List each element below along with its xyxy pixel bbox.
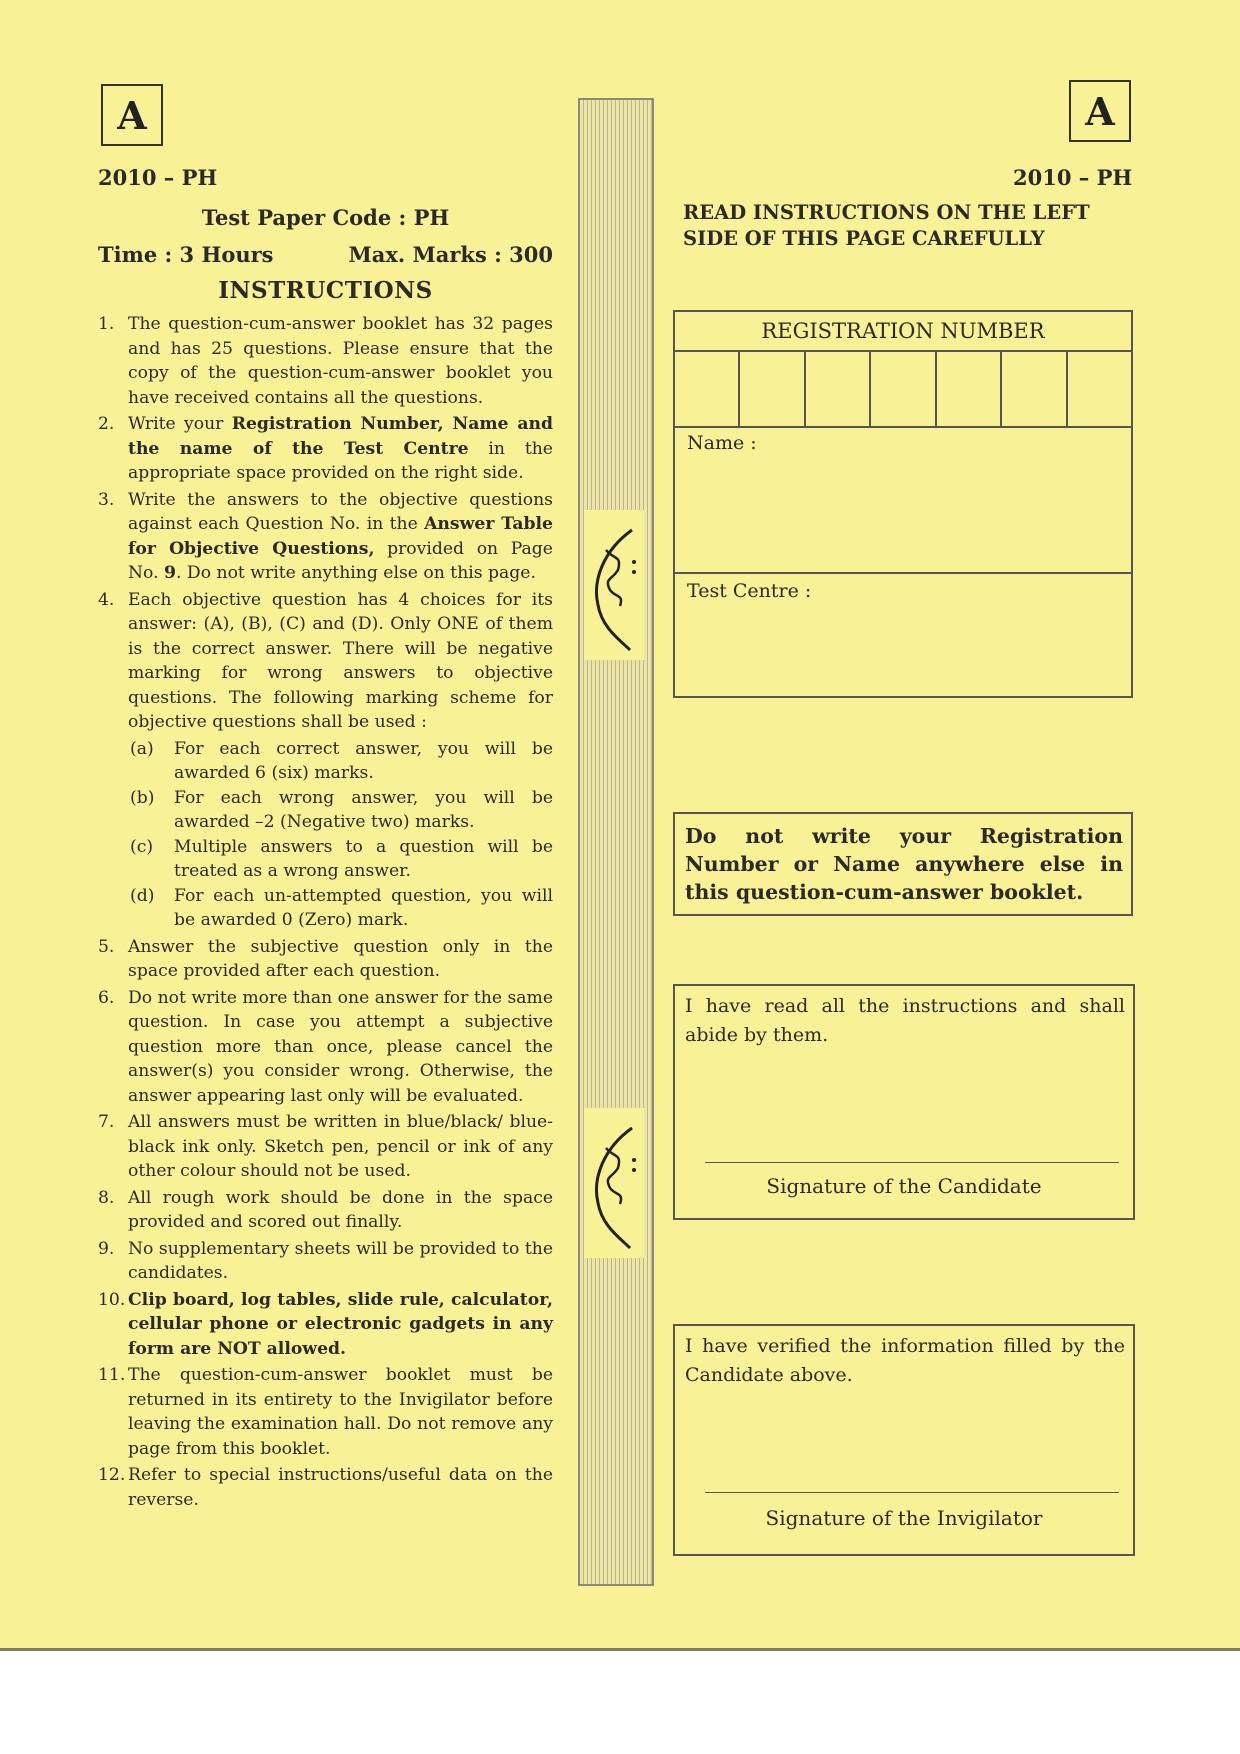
name-field[interactable] bbox=[675, 428, 1131, 574]
registration-box bbox=[673, 310, 1133, 698]
instruction-item bbox=[98, 588, 553, 933]
booklet-letter-left: A bbox=[101, 84, 163, 146]
instruction-item bbox=[98, 1110, 553, 1184]
registration-digit-cell[interactable] bbox=[1002, 352, 1067, 426]
instruction-item bbox=[98, 1237, 553, 1286]
registration-title: REGISTRATION NUMBER bbox=[675, 312, 1131, 352]
instruction-text: Write your bbox=[128, 414, 232, 434]
marking-scheme-item bbox=[128, 884, 553, 933]
registration-digit-cell[interactable] bbox=[806, 352, 871, 426]
sub-item-text: Multiple answers to a question will be treated as a wrong answer. bbox=[174, 836, 553, 881]
instruction-number: 9. bbox=[98, 1238, 115, 1259]
invigilator-signature-line[interactable] bbox=[705, 1492, 1119, 1493]
instruction-item bbox=[98, 1463, 553, 1512]
max-marks: Max. Marks : 300 bbox=[348, 242, 553, 267]
initials-mark-upper bbox=[584, 510, 644, 660]
booklet-letter-right: A bbox=[1069, 80, 1131, 142]
instruction-text: All rough work should be done in the space provided and scored out finally. bbox=[128, 1187, 553, 1232]
instruction-text: . Do not write anything else on this page. bbox=[175, 563, 536, 583]
instruction-emphasis: Clip board, log tables, slide rule, calculator, cellular phone or electronic gadgets in any form are NOT allowed. bbox=[128, 1289, 553, 1359]
invigilator-signature-label: Signature of the Invigilator bbox=[765, 1506, 1043, 1530]
instruction-number: 12. bbox=[98, 1465, 126, 1485]
time-allowed: Time : 3 Hours bbox=[98, 242, 274, 267]
instruction-item bbox=[98, 935, 553, 984]
time-marks-row bbox=[98, 242, 553, 267]
instruction-text: Refer to special instructions/useful data on the reverse. bbox=[128, 1465, 553, 1510]
sub-item-label: (b) bbox=[130, 787, 155, 808]
instruction-number: 11. bbox=[98, 1365, 126, 1385]
instructions-title: INSTRUCTIONS bbox=[218, 277, 433, 304]
instruction-text: in the appropriate space provided on the right side. bbox=[128, 438, 553, 483]
candidate-declaration-box bbox=[673, 984, 1135, 1220]
test-centre-field[interactable] bbox=[675, 574, 1131, 608]
binding-strip bbox=[578, 98, 654, 1586]
instruction-emphasis: Answer Table for Objective Questions, bbox=[128, 514, 553, 559]
instruction-number: 10. bbox=[98, 1289, 126, 1310]
instruction-item bbox=[98, 488, 553, 586]
registration-digit-cell[interactable] bbox=[675, 352, 740, 426]
test-centre-label: Test Centre : bbox=[687, 580, 812, 602]
page-bottom-edge bbox=[0, 1648, 1240, 1651]
candidate-signature-line[interactable] bbox=[705, 1162, 1119, 1163]
registration-number-cells bbox=[675, 352, 1131, 428]
warning-box: Do not write your Registration Number or Name anywhere else in this question-cum-answer booklet. bbox=[673, 812, 1133, 916]
sub-item-text: For each un-attempted question, you will be awarded 0 (Zero) mark. bbox=[174, 885, 553, 930]
instruction-number: 5. bbox=[98, 936, 115, 957]
marking-scheme-list bbox=[128, 737, 553, 933]
instruction-number: 7. bbox=[98, 1112, 115, 1132]
invigilator-declaration-text: I have verified the information filled by the Candidate above. bbox=[685, 1335, 1125, 1386]
registration-digit-cell[interactable] bbox=[740, 352, 805, 426]
instruction-number: 3. bbox=[98, 489, 115, 510]
name-label: Name : bbox=[687, 432, 757, 454]
instruction-text: The question-cum-answer booklet has 32 pages and has 25 questions. Please ensure that the copy of the question-cum-answer booklet you have received contains all the questions. bbox=[128, 314, 553, 408]
instruction-text: Write the answers to the objective questions against each Question No. in the bbox=[128, 489, 553, 534]
instructions-column bbox=[98, 200, 553, 1514]
instruction-number: 4. bbox=[98, 589, 115, 610]
instruction-emphasis: Registration Number, Name and the name of the Test Centre bbox=[128, 414, 553, 459]
instruction-number: 1. bbox=[98, 314, 115, 334]
marking-scheme-item bbox=[128, 835, 553, 884]
sub-item-text: For each correct answer, you will be awarded 6 (six) marks. bbox=[174, 738, 553, 783]
instruction-text: Each objective question has 4 choices for its answer: (A), (B), (C) and (D). Only ONE of them is the correct answer. There will be negative marking for wrong answers to objective questions. The following marking scheme for objective questions shall be used : bbox=[128, 589, 553, 732]
sub-item-label: (c) bbox=[130, 836, 154, 857]
instruction-number: 6. bbox=[98, 987, 115, 1008]
paper-year-code-left: 2010 – PH bbox=[98, 165, 218, 190]
instruction-text: provided on Page No. bbox=[128, 538, 553, 583]
instructions-list bbox=[98, 312, 553, 1512]
instruction-item bbox=[98, 1363, 553, 1461]
instruction-text: Do not write more than one answer for the same question. In case you attempt a subjective question more than once, please cancel the answer(s) you consider wrong. Otherwise, the answer appearing last only will be evaluated. bbox=[128, 987, 553, 1106]
test-paper-code: Test Paper Code : PH bbox=[201, 205, 450, 230]
instruction-emphasis: 9 bbox=[164, 563, 176, 583]
instruction-item bbox=[98, 986, 553, 1109]
instruction-item bbox=[98, 412, 553, 486]
instruction-text: The question-cum-answer booklet must be returned in its entirety to the Invigilator before leaving the examination hall. Do not remove any page from this booklet. bbox=[128, 1365, 553, 1459]
instruction-text: Answer the subjective question only in the space provided after each question. bbox=[128, 936, 553, 981]
read-instructions-note: READ INSTRUCTIONS ON THE LEFT SIDE OF THIS PAGE CAREFULLY bbox=[683, 201, 1090, 250]
instruction-item bbox=[98, 1186, 553, 1235]
sub-item-label: (d) bbox=[130, 885, 155, 906]
candidate-declaration-text: I have read all the instructions and shall abide by them. bbox=[685, 995, 1125, 1046]
sub-item-label: (a) bbox=[130, 738, 154, 759]
instruction-item bbox=[98, 1288, 553, 1362]
marking-scheme-item bbox=[128, 737, 553, 786]
instruction-number: 2. bbox=[98, 414, 115, 434]
initials-mark-lower bbox=[584, 1108, 644, 1258]
registration-digit-cell[interactable] bbox=[1068, 352, 1131, 426]
instruction-text: All answers must be written in blue/black/ blue-black ink only. Sketch pen, pencil or ink of any other colour should not be used. bbox=[128, 1112, 553, 1181]
marking-scheme-item bbox=[128, 786, 553, 835]
paper-year-code-right: 2010 – PH bbox=[1013, 165, 1133, 190]
registration-digit-cell[interactable] bbox=[937, 352, 1002, 426]
invigilator-declaration-box bbox=[673, 1324, 1135, 1556]
instruction-item bbox=[98, 312, 553, 410]
instruction-text: No supplementary sheets will be provided to the candidates. bbox=[128, 1238, 553, 1283]
sub-item-text: For each wrong answer, you will be awarded –2 (Negative two) marks. bbox=[174, 787, 553, 832]
instruction-number: 8. bbox=[98, 1187, 115, 1208]
registration-digit-cell[interactable] bbox=[871, 352, 936, 426]
candidate-signature-label: Signature of the Candidate bbox=[766, 1174, 1042, 1198]
